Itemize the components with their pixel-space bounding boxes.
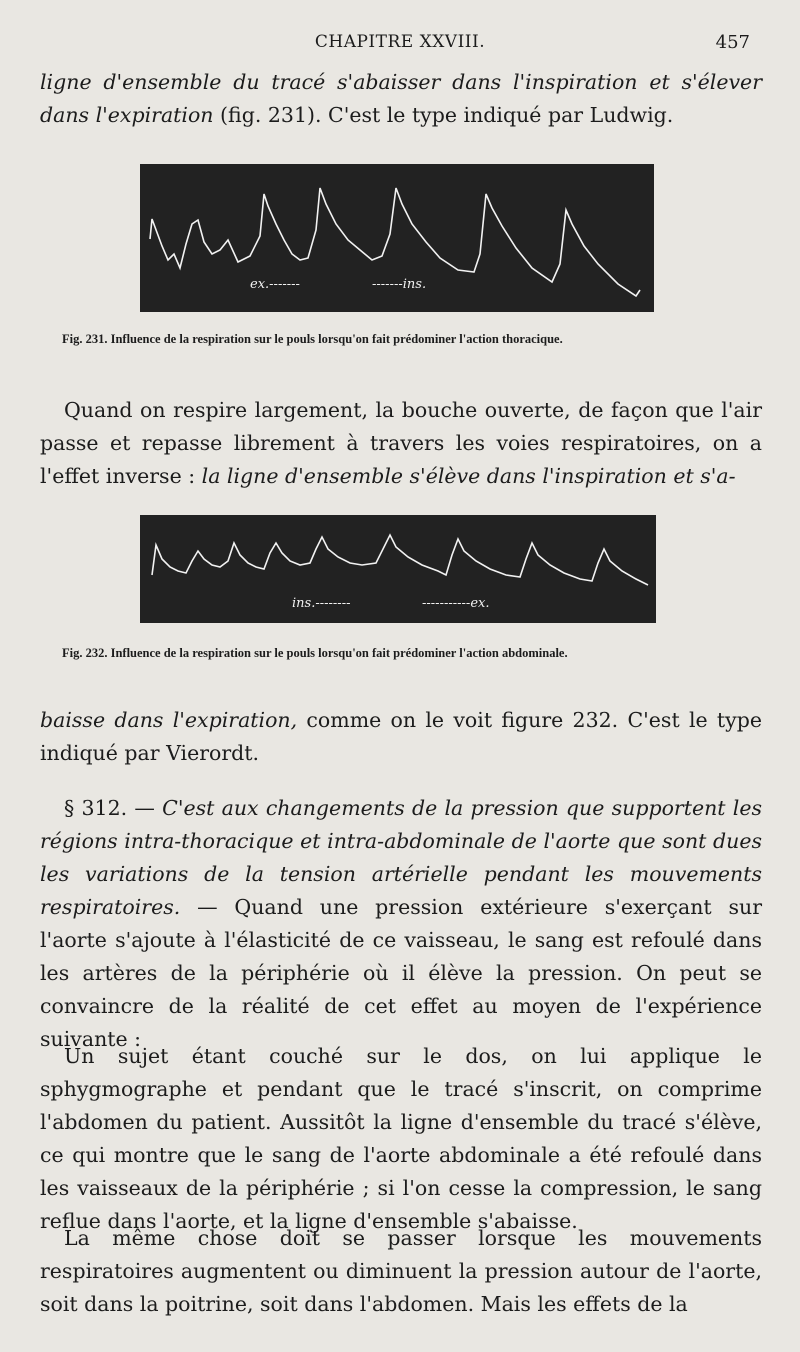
figure-number: Fig. 232. — [62, 646, 108, 660]
paragraph-vierordt — [40, 704, 762, 770]
paragraph-ludwig — [40, 66, 762, 132]
page-header — [40, 32, 760, 60]
paragraph-inverse-effect — [40, 394, 762, 493]
text: Un sujet étant couché sur le dos, on lui applique le sphygmographe et pendant que le tracé s'inscrit, on comprime l'abdomen du patient. Aussitôt la ligne d'ensemble du tracé s'élève, ce qui montre que le sang de l'aorte abdominale a été refoulé dans les vaisseaux de la périphérie ; si l'on cesse la compression, le sang reflue dans l'aorte, et la ligne d'ensemble s'abaisse. — [40, 1044, 762, 1233]
label-ex: -----------ex. — [422, 596, 490, 611]
paragraph-section-312 — [40, 792, 762, 1056]
italic-text: baisse dans l'expiration, — [40, 708, 298, 732]
trace-line — [152, 535, 648, 585]
text: La même chose doit se passer lorsque les mouvements respiratoires augmentent ou diminuent la pression autour de l'aorte, soit dans la poitrine, soit dans l'abdomen. Mais les effets de la — [40, 1226, 762, 1316]
figure-231-caption — [62, 332, 762, 347]
italic-text: la ligne d'ensemble s'élève dans l'inspiration et s'a- — [201, 464, 736, 488]
text: Quand on respire largement, la bouche ouverte, de façon que l'air passe et repasse librement à travers les voies respiratoires, on a l'effet inverse : — [40, 398, 762, 488]
figure-232-caption — [62, 646, 762, 661]
text: — Quand une pression extérieure s'exerçant sur l'aorte s'ajoute à l'élasticité de ce vaisseau, le sang est refoulé dans les artères de la périphérie où il élève la pression. On peut se convaincre de la réalité de cet effet au moyen de l'expérience suivante : — [40, 895, 762, 1051]
page-number: 457 — [715, 32, 750, 53]
label-ex: ex.------- — [250, 277, 300, 292]
figure-number: Fig. 231. — [62, 332, 108, 346]
text: (fig. 231). C'est le type indiqué par Ludwig. — [213, 103, 674, 127]
italic-text: ligne d'ensemble du tracé s'abaisser dans l'inspiration et s'élever — [40, 70, 762, 94]
caption-text: Influence de la respiration sur le pouls lorsqu'on fait prédominer l'action abdominale. — [107, 646, 568, 660]
running-title: CHAPITRE XXVIII. — [314, 32, 486, 52]
pulse-trace-abdominal — [140, 515, 656, 623]
caption-text: Influence de la respiration sur le pouls lorsqu'on fait prédominer l'action thoracique. — [107, 332, 563, 346]
text: comme on le voit figure 232. C'est le type indiqué par Vierordt. — [40, 708, 763, 765]
italic-text: dans l'expiration — [40, 103, 214, 127]
section-marker: § 312. — — [64, 796, 163, 820]
label-ins: ins.-------- — [292, 596, 351, 611]
paragraph-experiment — [40, 1040, 762, 1238]
label-ins: -------ins. — [372, 277, 427, 292]
figure-232-trace — [140, 515, 656, 623]
pulse-trace-thoracic — [140, 164, 654, 312]
italic-text: C'est aux changements de la pression que supportent les régions intra-thoracique et intra-abdominale de l'aorte que sont dues les variations de la tension artérielle pendant les mouvements respiratoires. — [40, 796, 762, 919]
figure-231-trace — [140, 164, 654, 312]
paragraph-respiratory-movements — [40, 1222, 762, 1321]
